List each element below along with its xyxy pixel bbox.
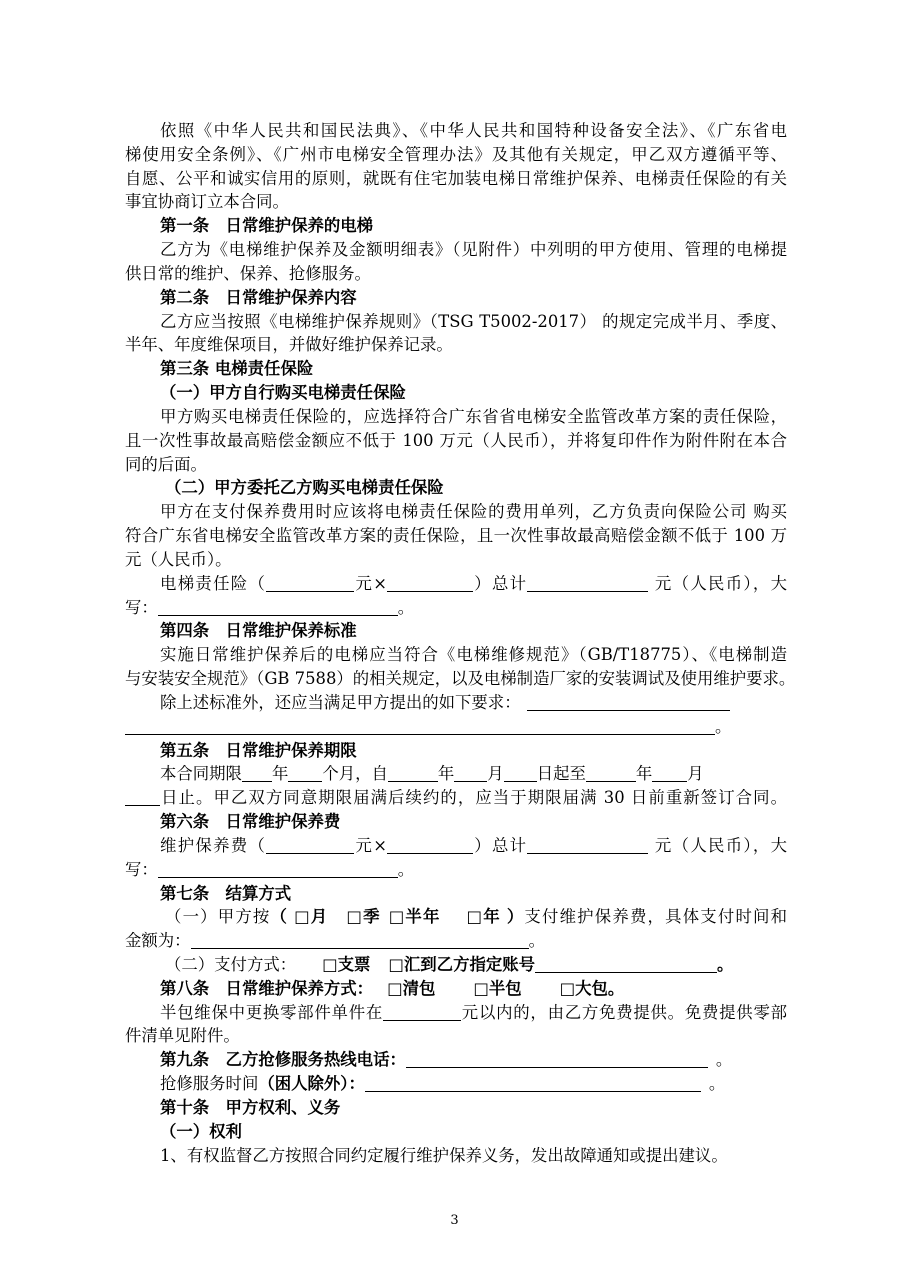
insurance-fee-line — [125, 572, 787, 596]
option-half-year: □半年 — [388, 907, 441, 927]
payment-amount-end: 。 — [528, 931, 545, 951]
article-3-section-2-heading: （二）甲方委托乙方购买电梯责任保险 — [165, 478, 444, 498]
article-1-text: 供日常的维护、保养、抢修服务。 — [125, 263, 371, 283]
article-2-heading: 第二条 日常维护保养内容 — [160, 287, 357, 307]
blank-field — [242, 767, 272, 782]
payment-frequency-line — [125, 905, 787, 929]
article-8-heading: 第八条 日常维护保养方式： — [160, 978, 374, 998]
option-bank-transfer: □汇到乙方指定账号 — [388, 954, 536, 974]
term-text: 年 — [437, 764, 455, 784]
blank-field — [365, 1077, 701, 1092]
article-8-text — [125, 1001, 787, 1025]
frequency-bracket-open: （ — [270, 907, 289, 927]
article-3-section-2-text: 甲方在支付保养费用时应该将电梯责任保险的费用单列，乙方负责向保险公司 购买 — [160, 502, 787, 522]
blank-field — [586, 767, 636, 782]
preamble-line: 自愿、公平和诚实信用的原则，就既有住宅加装电梯日常维护保养、电梯责任保险的有关 — [125, 168, 787, 188]
term-text: 个月，自 — [322, 764, 388, 784]
article-2-text: 半年、年度维保项目，并做好维护保养记录。 — [125, 335, 453, 355]
preamble-line: 梯使用安全条例》、《广州市电梯安全管理办法》及其他有关规定，甲乙双方遵循平等、 — [125, 144, 787, 164]
article-4-heading: 第四条 日常维护保养标准 — [160, 621, 357, 641]
article-4-text: 实施日常维护保养后的电梯应当符合《电梯维修规范》（GB/T18775）、《电梯制造 — [160, 645, 787, 665]
page-number: 3 — [450, 1213, 459, 1228]
option-labor-only: □清包 — [387, 978, 436, 998]
article-9-heading-line — [125, 1048, 787, 1072]
article-3-section-1-heading: （一）甲方自行购买电梯责任保险 — [160, 383, 406, 403]
maintenance-fee-line — [125, 834, 787, 858]
blank-field — [158, 863, 398, 878]
article-1-text: 乙方为《电梯维护保养及金额明细表》（见附件）中列明的甲方使用、管理的电梯提 — [160, 240, 787, 260]
payment-method-label: （二）支付方式： — [165, 954, 297, 974]
article-2-text: 乙方应当按照《电梯维护保养规则》（TSG T5002-2017） 的规定完成半月、季度、 — [160, 311, 787, 331]
blank-field — [388, 767, 438, 782]
contract-page-body — [125, 119, 796, 1167]
option-quarterly: □季 — [346, 907, 381, 927]
blank-field — [527, 577, 648, 592]
article-9-heading-end: 。 — [715, 1050, 733, 1070]
amount-words-label: 写： — [125, 859, 158, 879]
frequency-bracket-close: ） — [506, 907, 525, 927]
article-7-heading: 第七条 结算方式 — [160, 883, 292, 903]
article-3-heading: 第三条 电梯责任保险 — [160, 359, 314, 379]
extra-requirements-label: 除上述标准外，还应当满足甲方提出的如下要求： — [160, 692, 521, 712]
article-3-section-2-text: 符合广东省电梯安全监管改革方案的责任保险，且一次性事故最高赔偿金额不低于 100 万 — [125, 526, 787, 546]
blank-field — [387, 577, 473, 592]
contract-term-line-2 — [125, 786, 787, 810]
article-3-section-1-text: 甲方购买电梯责任保险的，应选择符合广东省省电梯安全监管改革方案的责任保险， — [160, 406, 787, 426]
service-time-line — [125, 1072, 787, 1096]
article-10-heading: 第十条 甲方权利、义务 — [160, 1097, 341, 1117]
preamble-line: 事宜协商订立本合同。 — [125, 192, 289, 212]
service-time-end: 。 — [708, 1074, 726, 1094]
article-1-heading: 第一条 日常维护保养的电梯 — [160, 216, 374, 236]
article-3-section-1-text: 且一次性事故最高赔偿金额应不低于 100 万元（人民币），并将复印件作为附件附在本合 — [125, 430, 787, 450]
blank-field — [266, 577, 354, 592]
fee-text: ）总计 — [472, 573, 528, 593]
payment-method-end: 。 — [717, 954, 734, 974]
blank-field — [406, 1053, 708, 1068]
blank-field — [454, 767, 487, 782]
fee-text: 元（人民币），大 — [648, 573, 788, 593]
fee-text: ）总计 — [472, 835, 528, 855]
blank-field — [383, 1006, 461, 1021]
term-text: 月 — [687, 764, 704, 784]
amount-words-end: 。 — [397, 859, 415, 879]
article-5-heading: 第五条 日常维护保养期限 — [160, 740, 357, 760]
fee-text: 元（人民币），大 — [648, 835, 788, 855]
insurance-amount-words-line — [125, 596, 787, 620]
blank-field — [527, 696, 730, 711]
option-half-package: □半包 — [473, 978, 522, 998]
article-8-text-part: 半包维保中更换零部件单件在 — [160, 1002, 384, 1022]
article-8-heading-line — [125, 977, 787, 1001]
fee-text: 维护保养费（ — [160, 835, 267, 855]
amount-words-label: 写： — [125, 597, 158, 617]
article-3-section-2-text: 元（人民币）。 — [125, 549, 232, 569]
fee-text: 元× — [354, 835, 387, 855]
blank-field — [535, 958, 717, 973]
rights-heading: （一）权利 — [160, 1121, 242, 1141]
rights-item: 1、有权监督乙方按照合同约定履行维护保养义务，发出故障通知或提出建议。 — [160, 1145, 728, 1165]
term-text: 日起至 — [536, 764, 586, 784]
term-text: 日止。甲乙双方同意期限届满后续约的，应当于期限届满 30 日前重新签订合同。 — [160, 788, 787, 808]
blank-field — [125, 720, 715, 735]
payment-frequency-suffix: 支付维护保养费，具体支付时间和 — [524, 907, 788, 927]
article-6-heading: 第六条 日常维护保养费 — [160, 812, 341, 832]
term-text: 年 — [271, 764, 289, 784]
term-text: 本合同期限 — [160, 764, 242, 784]
term-text: 月 — [487, 764, 504, 784]
blank-field — [125, 791, 160, 806]
service-time-label: 抢修服务时间 — [160, 1074, 259, 1094]
payment-amount-line — [125, 929, 787, 953]
amount-words-end: 。 — [397, 597, 415, 617]
option-full-package: □大包。 — [559, 978, 625, 998]
maintenance-amount-words-line — [125, 858, 787, 882]
fee-text: 电梯责任险（ — [160, 573, 267, 593]
blank-field — [387, 839, 473, 854]
preamble-line: 依照《中华人民共和国民法典》、《中华人民共和国特种设备安全法》、《广东省电 — [160, 121, 787, 140]
payment-amount-label: 金额为： — [125, 931, 191, 951]
extra-requirements-line — [125, 691, 787, 715]
option-monthly: □月 — [294, 907, 329, 927]
extra-requirements-end: 。 — [715, 716, 732, 736]
fee-text: 元× — [354, 573, 387, 593]
article-4-text: 与安装安全规范》（GB 7588）的相关规定，以及电梯制造厂家的安装调试及使用维护要求。 — [125, 669, 796, 689]
blank-field — [158, 601, 398, 616]
blank-field — [504, 767, 537, 782]
article-3-section-1-text: 同的后面。 — [125, 454, 207, 474]
payment-method-line — [125, 953, 787, 977]
payment-frequency-prefix: （一）甲方按 — [165, 907, 271, 927]
option-cheque: □支票 — [322, 954, 371, 974]
blank-field — [266, 839, 354, 854]
option-yearly: □年 — [466, 907, 501, 927]
blank-field — [652, 767, 687, 782]
blank-field — [191, 934, 529, 949]
article-9-heading: 第九条 乙方抢修服务热线电话： — [160, 1050, 406, 1070]
article-8-text: 件清单见附件。 — [125, 1026, 240, 1046]
contract-term-line — [125, 762, 787, 786]
blank-field — [288, 767, 322, 782]
service-time-exception: （困人除外）： — [258, 1074, 365, 1094]
extra-requirements-continuation — [125, 715, 787, 739]
article-8-text-part: 元以内的，由乙方免费提供。免费提供零部 — [461, 1002, 787, 1022]
blank-field — [527, 839, 648, 854]
term-text: 年 — [635, 764, 653, 784]
